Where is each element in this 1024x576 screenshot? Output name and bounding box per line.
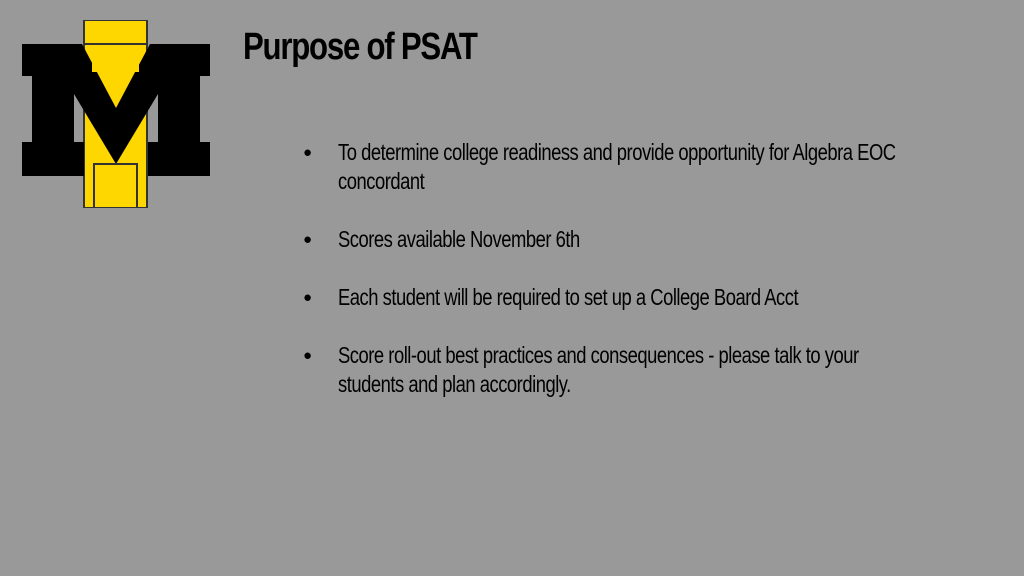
- slide-title: Purpose of PSAT: [243, 26, 477, 68]
- bullet-text: To determine college readiness and provide opportunity for Algebra EOC concordant: [338, 139, 896, 194]
- bullet-list: [300, 138, 900, 428]
- bullet-dot: ●: [303, 347, 313, 364]
- bullet-dot: ●: [303, 231, 313, 248]
- bullet-dot: ●: [303, 144, 313, 161]
- bullet-item: [300, 283, 900, 312]
- bullet-text: Score roll-out best practices and consequences - please talk to your students and plan accordingly.: [338, 342, 859, 397]
- bullet-text: Scores available November 6th: [338, 226, 580, 252]
- bullet-dot: ●: [303, 289, 313, 306]
- bullet-item: [300, 341, 900, 399]
- bullet-text: Each student will be required to set up a College Board Acct: [338, 284, 799, 310]
- bullet-item: [300, 225, 900, 254]
- block-m-logo-icon: [22, 20, 210, 208]
- bullet-item: [300, 138, 900, 196]
